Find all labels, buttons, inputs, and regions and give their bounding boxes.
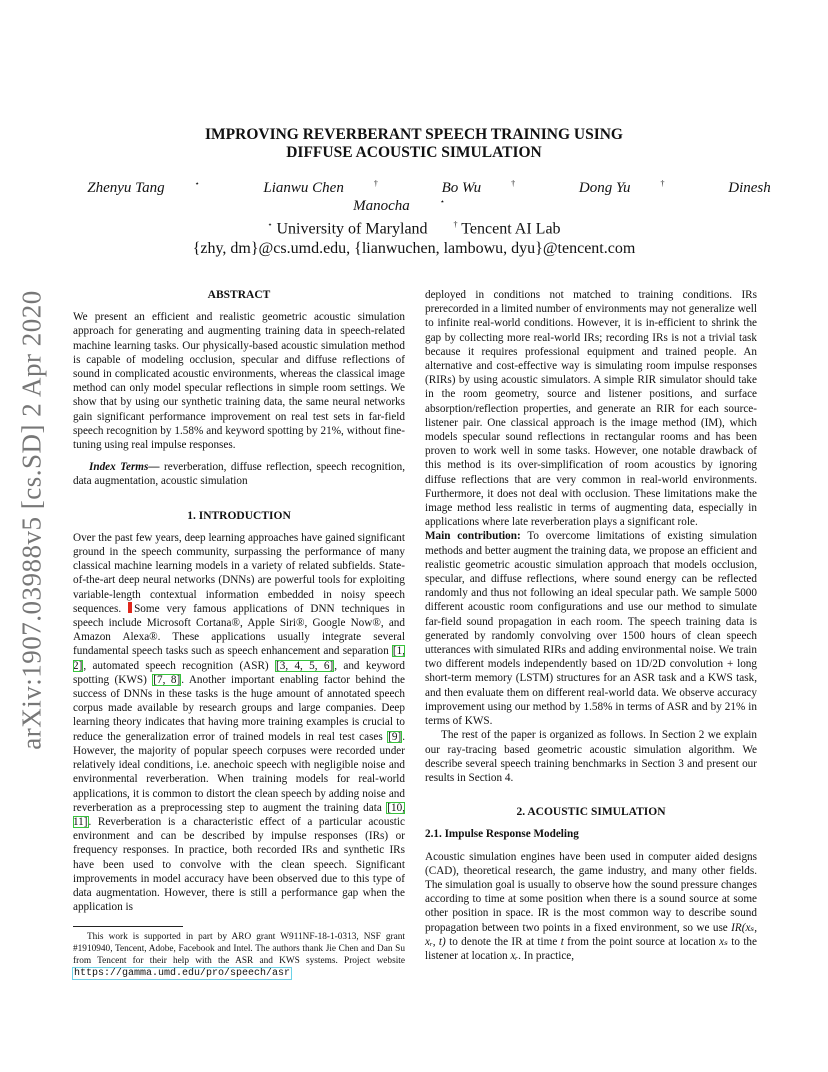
right-column	[425, 288, 757, 963]
affiliation-umd: University of Maryland	[276, 220, 428, 238]
author-emails: {zhy, dm}@cs.umd.edu, {lianwuchen, lambowu, dyu}@tencent.com	[192, 240, 636, 258]
subsection-heading: 2.1. Impulse Response Modeling	[425, 828, 579, 841]
annotation-marker	[128, 602, 132, 613]
affiliations: ⋆ University of Maryland † Tencent AI Lab {zhy, dm}@cs.umd.edu, {lianwuchen, lambowu, dyu}@tencent.com	[0, 215, 828, 259]
outline-paragraph: The rest of the paper is organized as follows. In Section 2 we explain our ray-tracing based geometric acoustic simulation algorithm. We describe several speech training benchmarks in Section 3 and present our results in Section 4.	[425, 729, 757, 784]
author-list	[0, 179, 828, 215]
index-terms: Index Terms— reverberation, diffuse reflection, speech recognition, data augmentation, acoustic simulation	[73, 461, 405, 488]
arxiv-sidebar	[12, 290, 52, 750]
citation-link[interactable]: [9]	[388, 730, 402, 743]
title-line-2: DIFFUSE ACOUSTIC SIMULATION	[286, 144, 542, 161]
author: Lianwu Chen †	[263, 179, 378, 196]
citation-link[interactable]: [7, 8]	[153, 673, 181, 686]
section-2-heading: 2. ACOUSTIC SIMULATION	[516, 806, 666, 819]
citation-link[interactable]: [10, 11]	[73, 801, 405, 828]
paper-title	[0, 126, 828, 162]
citation-link[interactable]: [3, 4, 5, 6]	[276, 659, 334, 672]
author: Bo Wu †	[441, 179, 516, 196]
author: Dong Yu †	[578, 179, 665, 196]
intro-paragraph: Over the past few years, deep learning approaches have gained significant ground in the speech community, surpassing the performance of many classical machine learning models in a variety of related subfields. State-of-the-art deep neural networks (DNNs) are powerful tools for exploiting variable-length contextual information embedded in noisy speech sequences. Some very famous applications of DNN techniques in speech include Microsoft Cortana®, Apple Siri®, Google Now®, and Amazon Alexa®. These applications usually integrate several fundamental speech tasks such as speech enhancement and separation [1, 2], automated speech recognition (ASR) [3, 4, 5, 6], and keyword spotting (KWS) [7, 8]. Another important enabling factor behind the success of DNNs in these tasks is the huge amount of annotated speech corpus made available by research groups and large companies. Deep learning theory indicates that having more training examples is crucial to reduce the generalization error of trained models in real test cases [9]. However, the majority of popular speech corpuses were recorded under relatively ideal conditions, i.e. anechoic speech with negligible noise and environmental reverberation. When training models for real-world applications, it is common to distort the clean speech by adding noise and reverberation as a preprocessing step to augment the training data [10, 11]. Reverberation is a characteristic effect of a particular acoustic environment and can be described by impulse responses (IRs) or frequency responses. In practice, both recorded IRs and synthetic IRs have been used to convolve with the clean speech. Significant improvements in model accuracy have been observed due to this type of data augmentation. However, there is still a performance gap when the application is	[73, 531, 406, 914]
ir-paragraph: Acoustic simulation engines have been used in computer aided designs (CAD), theoretical research, the game industry, and many other fields. The simulation goal is usually to observe how the sound pressure changes according to time at some position when there is a sound source at some other position in space. IR is the most common way to describe sound propagation between two points in a fixed environment, so we use IR(xₛ, xᵣ, t) to denote the IR at time t from the point source at location xₛ to the listener at location xᵣ. In practice,	[425, 850, 757, 962]
project-website-link[interactable]: https://gamma.umd.edu/pro/speech/asr	[74, 968, 291, 979]
author: Zhenyu Tang ⋆	[87, 179, 200, 196]
abstract-heading: ABSTRACT	[207, 289, 271, 301]
intro-continued: deployed in conditions not matched to training conditions. IRs prerecorded in a limited number of environments may not generalize well to infinite real-world conditions. However, it is in-efficient to shrink the gap by collecting more real-world IRs; recording IRs is not a trivial task because it requires professional equipment and trained people. An alternative and cost-effective way is simulating room impulse responses (RIRs) by using acoustic simulators. A simple RIR simulator should take in the room geometry, source and listener positions, and surface absorption/reflection properties, and generate an RIR for each source-listener pair. One classical approach is the image method (IM), which models specular sound reflections in rectangular rooms and has been proven to work well in some tasks. However, one notable drawback of this method is its over-simplification of room acoustics by ignoring diffuse reflections that are very common in real-world environments. Furthermore, it does not deal with occlusion. These limitations make the image method less realistic in terms of augmenting data, especially in applications where late reverberation plays a significant role.	[425, 289, 757, 529]
citation-link[interactable]: [1, 2]	[73, 645, 405, 672]
abstract-text: We present an efficient and realistic geometric acoustic simulation approach for generating and augmenting training data in speech-related machine learning tasks. Our physically-based acoustic simulation method is capable of modeling occlusion, specular and diffuse reflections of sound in complicated acoustic environments, whereas the classical image method can only model specular reflections in simple room settings. We show that by using our synthetic training data, the same neural networks gain significant performance improvement on real test sets in far-field speech recognition by 1.58% and keyword spotting by 21%, without fine-tuning using real impulse responses.	[73, 311, 405, 452]
footnote: This work is supported in part by ARO grant W911NF-18-1-0313, NSF grant #1910940, Tencent, Adobe, Facebook and Intel. The authors thank Jie Chen and Dan Su from Tencent for their help with the ASR and KWS systems. Project website https://gamma.umd.edu/pro/speech/asr	[73, 926, 405, 980]
author: Dinesh Manocha ⋆	[353, 180, 771, 214]
main-contribution: Main contribution: To overcome limitations of existing simulation methods and better augment the training data, we propose an efficient and realistic geometric acoustic simulation approach that models occlusion, specular, and diffuse reflections, where sound energy can be reflected randomly and thus not following an ideal specular path. We sample 5000 different acoustic room configurations and use our method to simulate far-field sound propagation in each room. The speech training data is generated by randomly convolving over 1500 hours of clean speech utterances with simulated RIRs and adding environmental noise. We train two different models independently based on 1D/2D convolution + long short-term memory (LSTM) structures for an ASR task and a KWS task, and then evaluate them on different real-world data. We observe accuracy improvement using our method by 1.58% in terms of ASR and by 21% in terms of KWS.	[425, 530, 757, 728]
intro-heading: 1. INTRODUCTION	[187, 509, 291, 522]
title-line-1: IMPROVING REVERBERANT SPEECH TRAINING USING	[205, 126, 623, 143]
footnote-rule	[73, 926, 183, 927]
arxiv-id: arXiv:1907.03988v5 [cs.SD] 2 Apr 2020	[16, 290, 47, 750]
left-column	[73, 288, 405, 914]
affiliation-tencent: Tencent AI Lab	[461, 220, 561, 238]
